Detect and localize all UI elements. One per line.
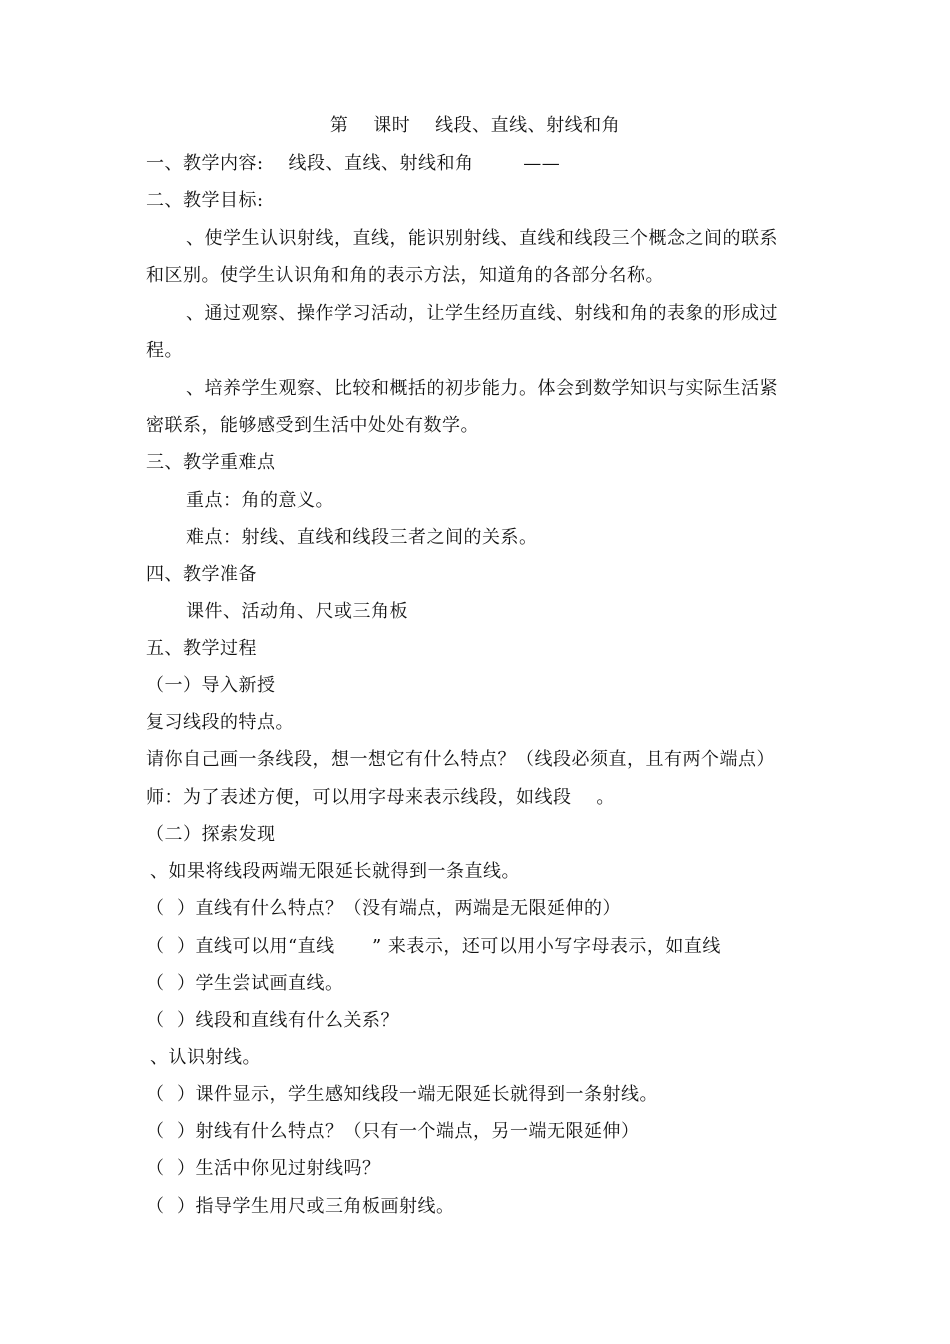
goal-2-line-2: 程。: [146, 340, 183, 361]
extend-to-line: 、如果将线段两端无限延长就得到一条直线。: [150, 861, 520, 882]
preparation-items: 课件、活动角、尺或三角板: [186, 601, 408, 622]
teacher-letter-notation: 师：为了表述方便，可以用字母来表示线段，如线段 。: [146, 787, 615, 808]
subsection-exploration: （二）探索发现: [146, 824, 276, 845]
section-process: 五、教学过程: [146, 638, 257, 659]
draw-ray-guidance: （ ）指导学生用尺或三角板画射线。: [146, 1196, 455, 1217]
segment-line-relation: （ ）线段和直线有什么关系？: [146, 1010, 399, 1031]
section-teaching-goals: 二、教学目标:: [146, 190, 264, 211]
ray-courseware: （ ）课件显示，学生感知线段一端无限延长就得到一条射线。: [146, 1084, 658, 1105]
student-draw-line: （ ）学生尝试画直线。: [146, 973, 344, 994]
subsection-introduction: （一）导入新授: [146, 675, 276, 696]
goal-2-line-1: 、通过观察、操作学习活动，让学生经历直线、射线和角的表象的形成过: [186, 303, 778, 324]
key-point: 重点：角的意义。: [186, 490, 334, 511]
page-title: 第 课时 线段、直线、射线和角: [329, 115, 621, 136]
ray-feature-question: （ ）射线有什么特点？（只有一个端点，另一端无限延伸）: [146, 1121, 640, 1142]
review-line-segment: 复习线段的特点。: [146, 712, 294, 733]
line-feature-question: （ ）直线有什么特点？（没有端点，两端是无限延伸的）: [146, 898, 621, 919]
difficult-point: 难点：射线、直线和线段三者之间的关系。: [186, 527, 538, 548]
goal-1-line-1: 、使学生认识射线，直线，能识别射线、直线和线段三个概念之间的联系: [186, 228, 778, 249]
know-ray: 、认识射线。: [150, 1047, 261, 1068]
section-key-points: 三、教学重难点: [146, 452, 276, 473]
line-notation: （ ）直线可以用“直线 ” 来表示，还可以用小写字母表示，如直线: [146, 936, 721, 957]
goal-3-line-2: 密联系，能够感受到生活中处处有数学。: [146, 415, 479, 436]
draw-line-segment-question: 请你自己画一条线段，想一想它有什么特点？（线段必须直，且有两个端点）: [146, 749, 775, 770]
goal-3-line-1: 、培养学生观察、比较和概括的初步能力。体会到数学知识与实际生活紧: [186, 378, 778, 399]
section-preparation: 四、教学准备: [146, 564, 257, 585]
ray-in-life-question: （ ）生活中你见过射线吗？: [146, 1158, 381, 1179]
goal-1-line-2: 和区别。使学生认识角和角的表示方法，知道角的各部分名称。: [146, 265, 664, 286]
section-teaching-content: 一、教学内容: 线段、直线、射线和角 ——: [146, 153, 561, 174]
